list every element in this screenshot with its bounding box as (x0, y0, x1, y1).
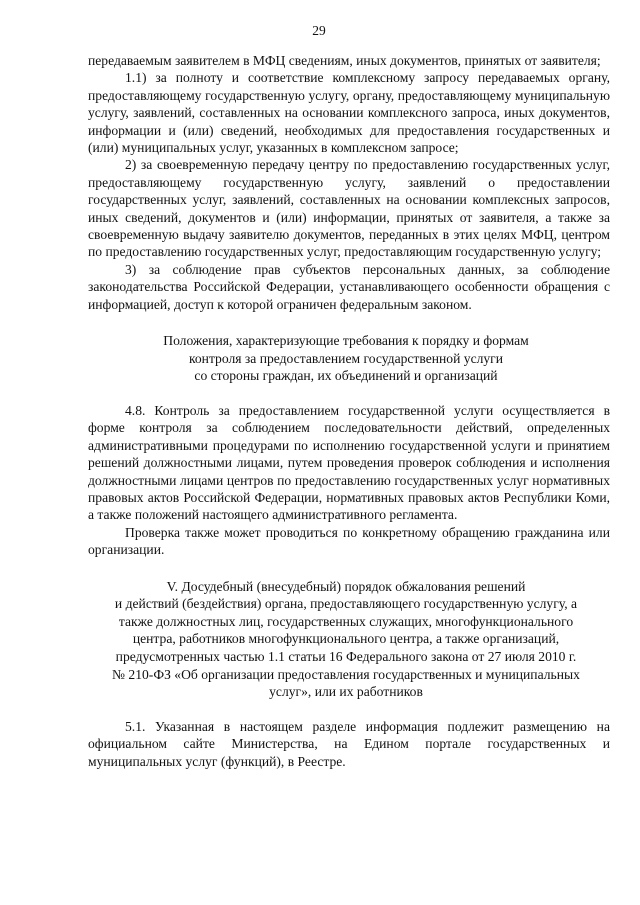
paragraph-5-1: 5.1. Указанная в настоящем разделе информация подлежит размещению на официальном сайте Министерства, на Едином портале государственных и муниципальных услуг (функций), в Реестре. (88, 718, 610, 769)
heading-line: услуг», или их работников (269, 684, 423, 700)
heading-line: Положения, характеризующие требования к порядку и формам (163, 333, 529, 349)
paragraph-item-3: 3) за соблюдение прав субъектов персональных данных, за соблюдение законодательства Российской Федерации, устанавливающего особенности обращения с информацией, доступ к которой ограничен федеральным законом. (88, 261, 610, 312)
heading-line: контроля за предоставлением государственной услуги (188, 350, 504, 366)
heading-line: V. Досудебный (внесудебный) порядок обжалования решений (166, 578, 526, 594)
paragraph-item-2: 2) за своевременную передачу центру по предоставлению государственных услуг, предоставляющему государственную услугу, заявлений о предоставлении государственных услуг, заявлений, составленных на основании комплексных запросов, иных сведений, документов и (или) информации, принятых от заявителя, а также за своевременную выдачу заявителю документов, переданных в этих целях МФЦ, центром по предоставлению государственных услуг, предоставляющим государственную услугу; (88, 157, 610, 260)
page-number: 29 (312, 23, 326, 38)
heading-line: со стороны граждан, их объединений и организаций (194, 368, 498, 384)
heading-line: центра, работников многофункционального центра, а также организаций, (132, 631, 560, 647)
paragraph-item-1-1: 1.1) за полноту и соответствие комплексному запросу передаваемых органу, предоставляющему государственную услугу, органу, предоставляющему муниципальную услугу, заявлений, составленных на основании комплексного запроса, иных документов, информации и (или) сведений, необходимых для предоставления государственных и (или) муниципальных услуг, указанных в комплексном запросе; (88, 70, 610, 156)
heading-line: предусмотренных частью 1.1 статьи 16 Федерального закона от 27 июля 2010 г. (115, 648, 577, 664)
heading-control-provisions (82, 332, 610, 385)
heading-section-5 (82, 578, 610, 701)
heading-line: № 210-ФЗ «Об организации предоставления государственных и муниципальных (112, 666, 580, 682)
paragraph-inspection: Проверка также может проводиться по конкретному обращению гражданина или организации. (88, 524, 610, 558)
paragraph-continuation: передаваемым заявителем в МФЦ сведениям, иных документов, принятых от заявителя; (88, 53, 601, 68)
paragraph-4-8: 4.8. Контроль за предоставлением государственной услуги осуществляется в форме контроля за соблюдением последовательности действий, определенных административными процедурами по исполнению государственной услуги и принятием решений должностными лицами, путем проведения проверок соблюдения и исполнения должностными лицами центров по предоставлению государственных услуг нормативных правовых актов Российской Федерации, нормативных правовых актов Республики Коми, а также положений настоящего административного регламента. (88, 402, 610, 523)
heading-line: и действий (бездействия) органа, предоставляющего государственную услугу, а (114, 596, 578, 612)
heading-line: также должностных лиц, государственных служащих, многофункционального (118, 613, 574, 629)
